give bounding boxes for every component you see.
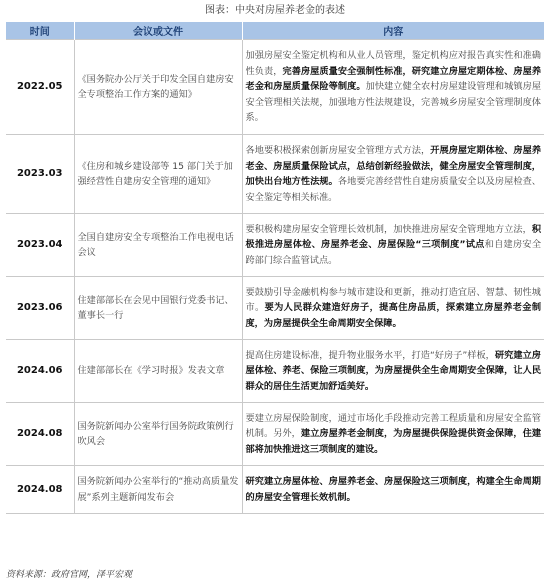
cell-content (242, 40, 544, 135)
cell-time: 2023.03 (6, 135, 74, 214)
cell-time: 2024.06 (6, 340, 74, 403)
cell-content (242, 277, 544, 340)
content-emphasis: 建立房屋养老金制度，为房屋提供保险提供资金保障，住建部将加快推进这三项制度的建设。 (245, 428, 542, 455)
content-emphasis: 研究建立房屋体检、养老、保险三项制度，为房屋提供全生命周期安全保障， (245, 349, 541, 377)
table-header-row (6, 22, 544, 40)
table-row (6, 403, 544, 466)
table-row (6, 277, 544, 340)
cell-content (242, 214, 544, 277)
cell-time: 2023.04 (6, 214, 74, 277)
cell-content (242, 135, 544, 214)
content-emphasis: 让人民群众的居住生活更加舒适美好。 (245, 365, 542, 392)
content-text: 和自建房安全跨部门综合监管试点。 (245, 239, 542, 266)
table-row (6, 40, 544, 135)
cell-time: 2024.08 (6, 403, 74, 466)
content-text: 加强房屋安全鉴定机构和从业人员管理，鉴定机构应对报告真实性和准确性负责， (245, 50, 541, 77)
cell-content (242, 466, 544, 514)
content-emphasis: 完善房屋质量安全强制性标准，研究建立房屋定期体检、房屋养老金和房屋质量保险等制度。 (245, 65, 542, 93)
content-emphasis: 开展房屋定期体检、房屋养老金、房屋质量保险试点，总结创新经验做法，健全房屋安全管理制度，加快出台地方性法规。 (245, 145, 542, 187)
table-body (6, 40, 544, 514)
cell-document: 《国务院办公厅关于印发全国自建房安全专项整治工作方案的通知》 (74, 40, 242, 135)
table-row (6, 135, 544, 214)
cell-document: 全国自建房安全专项整治工作电视电话会议 (74, 214, 242, 277)
table-row (6, 340, 544, 403)
source-note: 资料来源：政府官网，泽平宏观 (6, 570, 133, 580)
content-text: 要积极构建房屋安全管理长效机制，加快推进房屋安全管理地方立法， (245, 223, 532, 235)
header-document: 会议或文件 (74, 22, 242, 40)
cell-document: 国务院新闻办公室举行的“推动高质量发展”系列主题新闻发布会 (74, 466, 242, 514)
figure-title: 图表：中央对房屋养老金的表述 (205, 5, 345, 16)
content-emphasis: 要为人民群众建造好房子，提高住房品质，探索建立房屋养老金制度，为房屋提供全生命周期安全保障。 (245, 302, 542, 329)
content-text: 各地要积极探索创新房屋安全管理方式方法， (245, 145, 431, 156)
cell-document: 住建部部长在会见中国银行党委书记、董事长一行 (74, 277, 242, 340)
content-text: 要鼓励引导金融机构参与城市建设和更新，推动打造宜居、智慧、韧性城市。 (245, 286, 541, 314)
header-time: 时间 (6, 22, 74, 40)
cell-time: 2024.08 (6, 466, 74, 514)
content-emphasis: 积极推进房屋体检、房屋养老金、房屋保险“三项制度”试点 (245, 223, 541, 251)
content-emphasis: 研究建立房屋体检、房屋养老金、房屋保险这三项制度，构建全生命周期的房屋安全管理长效机制。 (245, 476, 541, 503)
cell-content (242, 340, 544, 403)
cell-content (242, 403, 544, 466)
cell-time: 2022.05 (6, 40, 74, 135)
content-text: 加快建立健全农村房屋建设管理和城镇房屋安全管理相关法规，加强地方性法规建设，完善城乡房屋安全管理制度体系。 (245, 81, 542, 124)
content-text: 提高住房建设标准，提升物业服务水平，打造“好房子”样板， (245, 349, 495, 361)
cell-document: 《住房和城乡建设部等 15 部门关于加强经营性自建房安全管理的通知》 (74, 135, 242, 214)
policy-table (6, 22, 544, 514)
cell-time: 2023.06 (6, 277, 74, 340)
table-row (6, 466, 544, 514)
table-row (6, 214, 544, 277)
cell-document: 住建部部长在《学习时报》发表文章 (74, 340, 242, 403)
content-text: 要建立房屋保险制度，通过市场化手段推动完善工程质量和房屋安全监管机制。另外， (245, 412, 541, 440)
cell-document: 国务院新闻办公室举行国务院政策例行吹风会 (74, 403, 242, 466)
header-content: 内容 (242, 22, 544, 40)
content-text: 各地要完善经营性自建房质量安全以及房屋检查、安全鉴定等相关标准。 (245, 176, 541, 203)
